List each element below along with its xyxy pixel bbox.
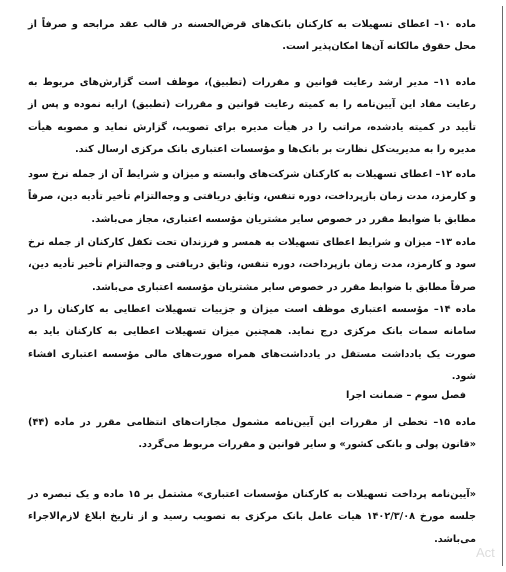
article-14-number: ماده ۱۴– bbox=[433, 304, 477, 315]
article-11-number: ماده ۱۱– bbox=[433, 77, 476, 88]
article-11-text: مدیر ارشد رعایت قوانین و مقررات (تطبیق)، موظف است گزارش‌های مربوط به رعایت مفاد این آیین‌نامه را به کمیته رعایت قوانین و مقررات (تطبیق) ارایه نموده و پس از تأیید در کمیته یادشده، مراتب را در هیأت مدیره برای تصویب، گزارش نماید و مصوبه هیأت مدیره را به مدیریت‌کل نظارت بر بانک‌ها و مؤسسات اعتباری بانک مرکزی ارسال کند. bbox=[28, 77, 476, 155]
article-15 bbox=[28, 412, 476, 457]
closing-note bbox=[28, 484, 476, 551]
article-12 bbox=[28, 164, 476, 231]
article-13-number: ماده ۱۳– bbox=[435, 237, 477, 248]
article-10 bbox=[28, 14, 476, 59]
article-14-text: مؤسسه اعتباری موظف است میزان و جزییات تسهیلات اعطایی به کارکنان را در سامانه سمات بانک مرکزی درج نماید. همچنین میزان تسهیلات اعطایی به کارکنان باید به صورت یک یادداشت مستقل در یادداشت‌های همراه صورت‌های مالی مؤسسه اعتباری افشاء شود. bbox=[28, 304, 476, 382]
article-15-number: ماده ۱۵– bbox=[433, 417, 476, 428]
article-10-number: ماده ۱۰– bbox=[434, 19, 476, 30]
closing-note-text: «آیین‌نامه پرداخت تسهیلات به کارکنان مؤسسات اعتباری» مشتمل بر ۱۵ ماده و یک تبصره در جلسه مورخ ۱۴۰۲/۳/۰۸ هیات عامل بانک مرکزی به تصویب رسید و از تاریخ ابلاغ لازم‌الاجراء می‌باشد. bbox=[28, 489, 477, 545]
article-15-text: تخطی از مقررات این آیین‌نامه مشمول مجازات‌های انتظامی مقرر در ماده (۴۴) «قانون پولی و بانکی کشور» و سایر قوانین و مقررات مربوط می‌گردد. bbox=[28, 417, 476, 451]
article-13 bbox=[28, 232, 476, 299]
article-12-number: ماده ۱۲– bbox=[435, 169, 476, 180]
document-page bbox=[6, 6, 503, 566]
article-10-text: اعطای تسهیلات به کارکنان بانک‌های قرض‌الحسنه در قالب عقد مرابحه و صرفاً از محل حقوق مالکانه آن‌ها امکان‌پذیر است. bbox=[28, 19, 476, 53]
article-12-text: اعطای تسهیلات به کارکنان شرکت‌های وابسته و میزان و شرایط آن از جمله نرخ سود و کارمزد، مدت زمان بازپرداخت، دوره تنفس، وثایق دریافتی و وجه‌التزام تأخیر تأدیه دین، صرفاً مطابق با ضوابط مقرر در خصوص سایر مشتریان مؤسسه اعتباری، مجاز می‌باشد. bbox=[28, 169, 476, 225]
article-13-text: میزان و شرایط اعطای تسهیلات به همسر و فرزندان تحت تکفل کارکنان از جمله نرخ سود و کارمزد، مدت زمان بازپرداخت، دوره تنفس، وثایق دریافتی و وجه‌التزام تأخیر تأدیه دین، صرفاً مطابق با ضوابط مقرر در خصوص سایر مشتریان مؤسسه اعتباری می‌باشد. bbox=[28, 237, 476, 293]
watermark: Act bbox=[476, 545, 495, 560]
article-14 bbox=[28, 299, 476, 388]
section-title: فصل سوم – ضمانت اجرا bbox=[346, 390, 466, 401]
article-11 bbox=[28, 72, 476, 161]
